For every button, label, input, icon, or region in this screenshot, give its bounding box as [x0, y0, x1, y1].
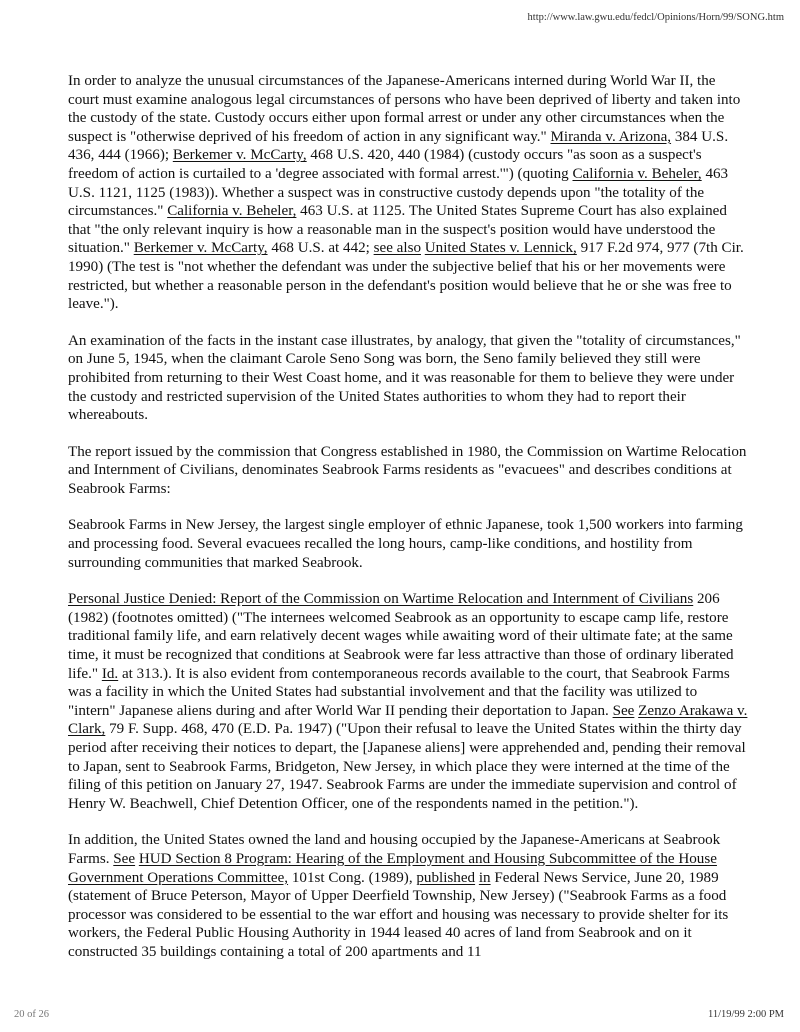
paragraph-personal-justice: Personal Justice Denied: Report of the Commission on Wartime Relocation and Internment of Civilians 206 (1982) (footnotes omitted) ("The internees welcomed Seabrook as an opportunity to escape camp life, restore traditional family life, and earn relatively decent wages while awaiting word of their ultimate fate; at the same time, it must be recognized that conditions at Seabrook were far less attractive than those of ordinary liberated life." Id. at 313.). It is also evident from contemporaneous records available to the court, that Seabrook Farms was a facility in which the United States had substantial involvement and that the facility was utilized to "intern" Japanese aliens during and after World War II pending their deportation to Japan. See Zenzo Arakawa v. Clark, 79 F. Supp. 468, 470 (E.D. Pa. 1947) ("Upon their refusal to leave the United States within the thirty day period after receiving their notices to depart, the [Japanese aliens] were apprehended and, pending their removal to Japan, sent to Seabrook Farms, Bridgeton, New Jersey, in which place they were interned at the time of the filing of this petition on January 27, 1947. Seabrook Farms are under the immediate supervision and control of Henry W. Beachwell, Chief Detention Officer, one of the respondents named in the petition."). [68, 591, 748, 812]
citation-link[interactable]: Id. [101, 665, 119, 682]
citation-link[interactable]: See [612, 702, 635, 719]
block-quote: Seabrook Farms in New Jersey, the largest single employer of ethnic Japanese, took 1,500 workers into farming and processing food. Several evacuees recalled the long hours, camp-like conditions, and hostility from surrounding communities that marked Seabrook. [68, 517, 743, 571]
paragraph-commission-report: The report issued by the commission that Congress established in 1980, the Commission on Wartime Relocation and Internment of Civilians, denominates Seabrook Farms residents as "evacuees" and describes conditions at Seabrook Farms: [68, 443, 747, 497]
page-number: 20 of 26 [14, 1009, 49, 1020]
citation-link[interactable]: Berkemer v. McCarty, [172, 147, 307, 164]
citation-link[interactable]: See [113, 850, 136, 867]
citation-link[interactable]: California v. Beheler, [167, 203, 297, 220]
citation-link[interactable]: HUD Section 8 Program: Hearing of the Employment and Housing Subcommittee of the House Government Operations Committee, [68, 850, 717, 886]
print-timestamp: 11/19/99 2:00 PM [707, 1009, 784, 1020]
citation-link[interactable]: Zenzo Arakawa v. Clark, [68, 702, 748, 738]
paragraph-custody-analysis: In order to analyze the unusual circumstances of the Japanese-Americans interned during World War II, the court must examine analogous legal circumstances of persons who have been deprived of liberty and taken into the custody of the state. Custody occurs either upon formal arrest or under any other circumstances when the suspect is "otherwise deprived of his freedom of action in any significant way." Miranda v. Arizona, 384 U.S. 436, 444 (1966); Berkemer v. McCarty, 468 U.S. 420, 440 (1984) (custody occurs "as soon as a suspect's freedom of action is curtailed to a 'degree associated with formal arrest.'") (quoting California v. Beheler, 463 U.S. 1121, 1125 (1983)). Whether a suspect was in constructive custody depends upon "the totality of the circumstances." California v. Beheler, 463 U.S. at 1125. The United States Supreme Court has also explained that "the only relevant inquiry is how a reasonable man in the suspect's position would have understood the situation." Berkemer v. McCarty, 468 U.S. at 442; see also United States v. Lennick, 917 F.2d 974, 977 (7th Cir. 1990) (The test is "not whether the defendant was under the subjective belief that his or her movements were restricted, but whether a reasonable person in the defendant's position would believe that he or she was free to leave."). [68, 73, 744, 313]
page-url: http://www.law.gwu.edu/fedcl/Opinions/Horn/99/SONG.htm [527, 12, 784, 23]
citation-link[interactable]: see also [373, 240, 421, 257]
citation-link[interactable]: California v. Beheler, [572, 165, 702, 182]
citation-link[interactable]: Miranda v. Arizona, [550, 128, 672, 145]
paragraph-facts: An examination of the facts in the instant case illustrates, by analogy, that given the "totality of circumstances," on June 5, 1945, when the claimant Carole Seno Song was born, the Seno family believed they still were prohibited from returning to their West Coast home, and it was reasonable for them to believe they were under the custody and restricted supervision of the United States authorities to whom they had to report their whereabouts. [68, 332, 741, 424]
paragraph-land-housing: In addition, the United States owned the land and housing occupied by the Japanese-Americans at Seabrook Farms. See HUD Section 8 Program: Hearing of the Employment and Housing Subcommittee of the House Government Operations Committee, 101st Cong. (1989), published in Federal News Service, June 20, 1989 (statement of Bruce Peterson, Mayor of Upper Deerfield Township, New Jersey) ("Seabrook Farms as a food processor was considered to be essential to the war effort and housing was necessary to provide shelter for its workers, the Federal Public Housing Authority in 1944 leased 40 acres of land from Seabrook and on it constructed 35 buildings containing a total of 200 apartments and 11 [68, 832, 729, 960]
citation-link[interactable]: Berkemer v. McCarty, [133, 240, 268, 257]
citation-link[interactable]: published [416, 869, 476, 886]
citation-link[interactable]: in [478, 869, 491, 886]
opinion-body [68, 72, 748, 962]
citation-link[interactable]: Personal Justice Denied: Report of the Commission on Wartime Relocation and Internment of Civilians [68, 591, 694, 608]
citation-link[interactable]: United States v. Lennick, [424, 240, 577, 257]
